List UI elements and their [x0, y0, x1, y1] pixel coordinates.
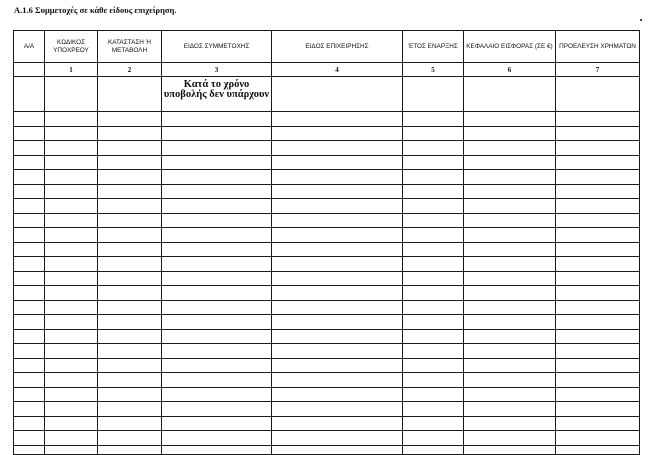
table-cell: [272, 402, 403, 417]
table-cell: [556, 445, 640, 454]
table-cell: [464, 242, 556, 257]
table-cell: [98, 112, 162, 127]
table-cell: [272, 286, 403, 301]
column-number: 7: [556, 63, 640, 77]
table-cell: [403, 213, 464, 228]
table-cell: [464, 199, 556, 214]
table-cell: [162, 228, 272, 243]
table-cell: [45, 344, 98, 359]
table-cell: [272, 141, 403, 156]
table-cell: [464, 416, 556, 431]
table-cell: [403, 112, 464, 127]
table-cell: [464, 445, 556, 454]
table-cell: [272, 126, 403, 141]
table-cell: [98, 300, 162, 315]
table-cell: [162, 112, 272, 127]
table-cell: [272, 358, 403, 373]
table-cell: [403, 228, 464, 243]
table-cell: [45, 373, 98, 388]
table-cell: [98, 271, 162, 286]
table-cell: [162, 402, 272, 417]
no-participations-note: Κατά το χρόνο υποβολής δεν υπάρχουν: [163, 79, 270, 100]
table-cell: [556, 315, 640, 330]
table-cell: [162, 141, 272, 156]
table-cell: [403, 199, 464, 214]
table-cell: [14, 402, 45, 417]
table-cell: [14, 387, 45, 402]
table-cell: [45, 199, 98, 214]
table-cell: [403, 300, 464, 315]
table-cell: [556, 286, 640, 301]
table-cell: [162, 271, 272, 286]
table-cell: [98, 416, 162, 431]
table-cell: [14, 155, 45, 170]
table-cell: [403, 373, 464, 388]
column-number: [14, 63, 45, 77]
table-cell: [272, 170, 403, 185]
table-cell: [464, 228, 556, 243]
table-cell: [464, 344, 556, 359]
table-cell: [14, 184, 45, 199]
table-cell: [272, 300, 403, 315]
table-row: [14, 445, 640, 454]
table-cell: [162, 329, 272, 344]
table-cell: [14, 286, 45, 301]
table-row: [14, 300, 640, 315]
table-cell: [556, 242, 640, 257]
table-cell: [272, 77, 403, 112]
table-cell: [464, 373, 556, 388]
table-cell: [464, 155, 556, 170]
table-cell: [162, 77, 272, 112]
table-cell: [45, 286, 98, 301]
table-cell: [556, 112, 640, 127]
table-cell: [14, 242, 45, 257]
table-cell: [98, 257, 162, 272]
table-cell: [45, 112, 98, 127]
table-cell: [403, 155, 464, 170]
table-row: [14, 228, 640, 243]
column-number: 2: [98, 63, 162, 77]
table-cell: [403, 431, 464, 446]
table-cell: [14, 228, 45, 243]
table-cell: [272, 329, 403, 344]
table-cell: [98, 315, 162, 330]
table-cell: [162, 373, 272, 388]
column-number: 1: [45, 63, 98, 77]
table-cell: [98, 213, 162, 228]
table-cell: [464, 112, 556, 127]
table-cell: [556, 329, 640, 344]
table-cell: [403, 402, 464, 417]
table-cell: [162, 213, 272, 228]
column-number-row: [14, 63, 640, 77]
table-cell: [14, 112, 45, 127]
table-cell: [162, 358, 272, 373]
table-cell: [556, 358, 640, 373]
table-cell: [556, 344, 640, 359]
header-cell-status: ΚΑΤΑΣΤΑΣΗ Ή ΜΕΤΑΒΟΛΗ: [98, 31, 162, 63]
table-cell: [403, 344, 464, 359]
table-cell: [464, 358, 556, 373]
table-cell: [45, 445, 98, 454]
column-number: 3: [162, 63, 272, 77]
table-cell: [403, 257, 464, 272]
table-row: [14, 257, 640, 272]
header-cell-money-source: ΠΡΟΕΛΕΥΣΗ ΧΡΗΜΑΤΩΝ: [556, 31, 640, 63]
header-cell-capital: ΚΕΦΑΛΑΙΟ ΕΙΣΦΟΡΑΣ (ΣΕ €): [464, 31, 556, 63]
table-cell: [14, 126, 45, 141]
table-row: [14, 416, 640, 431]
header-cell-aa: Α/Α: [14, 31, 45, 63]
table-cell: [45, 300, 98, 315]
table-cell: [98, 228, 162, 243]
table-cell: [162, 170, 272, 185]
table-cell: [98, 155, 162, 170]
header-row: [14, 31, 640, 63]
table-cell: [98, 402, 162, 417]
table-cell: [98, 445, 162, 454]
table-row: [14, 77, 640, 112]
table-cell: [403, 387, 464, 402]
table-cell: [464, 184, 556, 199]
table-cell: [162, 155, 272, 170]
table-cell: [464, 126, 556, 141]
table-cell: [403, 77, 464, 112]
table-cell: [162, 286, 272, 301]
participations-table: [13, 30, 640, 455]
table-cell: [272, 257, 403, 272]
table-row: [14, 431, 640, 446]
table-cell: [45, 431, 98, 446]
table-cell: [45, 213, 98, 228]
table-cell: [403, 170, 464, 185]
table-cell: [14, 213, 45, 228]
table-cell: [45, 416, 98, 431]
table-cell: [14, 329, 45, 344]
table-cell: [162, 344, 272, 359]
table-cell: [45, 170, 98, 185]
table-cell: [45, 228, 98, 243]
table-cell: [45, 329, 98, 344]
table-cell: [464, 257, 556, 272]
table-cell: [162, 387, 272, 402]
table-cell: [98, 242, 162, 257]
table-cell: [272, 228, 403, 243]
table-cell: [14, 141, 45, 156]
table-cell: [464, 170, 556, 185]
table-cell: [45, 77, 98, 112]
table-cell: [556, 387, 640, 402]
table-cell: [464, 431, 556, 446]
table-row: [14, 126, 640, 141]
table-cell: [14, 358, 45, 373]
table-cell: [464, 315, 556, 330]
table-cell: [556, 141, 640, 156]
table-cell: [45, 271, 98, 286]
table-cell: [464, 141, 556, 156]
table-cell: [14, 170, 45, 185]
table-cell: [556, 271, 640, 286]
table-cell: [556, 257, 640, 272]
table-row: [14, 213, 640, 228]
header-cell-participation-type: ΕΙΔΟΣ ΣΥΜΜΕΤΟΧΗΣ: [162, 31, 272, 63]
table-cell: [14, 271, 45, 286]
table-cell: [98, 170, 162, 185]
table-cell: [14, 300, 45, 315]
table-cell: [14, 416, 45, 431]
table-cell: [98, 329, 162, 344]
table-cell: [272, 431, 403, 446]
table-row: [14, 155, 640, 170]
table-cell: [98, 141, 162, 156]
header-cell-business-type: ΕΙΔΟΣ ΕΠΙΧΕΙΡΗΣΗΣ: [272, 31, 403, 63]
column-number: 5: [403, 63, 464, 77]
table-cell: [556, 402, 640, 417]
table-cell: [556, 228, 640, 243]
table-cell: [403, 445, 464, 454]
table-cell: [556, 373, 640, 388]
table-cell: [556, 416, 640, 431]
table-cell: [403, 358, 464, 373]
table-cell: [272, 155, 403, 170]
table-cell: [403, 242, 464, 257]
table-cell: [556, 126, 640, 141]
column-number: 4: [272, 63, 403, 77]
table-cell: [272, 344, 403, 359]
table-row: [14, 402, 640, 417]
table-cell: [45, 315, 98, 330]
table-cell: [403, 184, 464, 199]
table-cell: [464, 329, 556, 344]
table-cell: [162, 257, 272, 272]
table-cell: [14, 257, 45, 272]
table-cell: [98, 373, 162, 388]
table-row: [14, 112, 640, 127]
table-cell: [464, 387, 556, 402]
table-cell: [98, 358, 162, 373]
table-row: [14, 373, 640, 388]
table-cell: [556, 199, 640, 214]
table-cell: [98, 199, 162, 214]
table-cell: [98, 184, 162, 199]
table-cell: [45, 155, 98, 170]
table-cell: [162, 416, 272, 431]
table-cell: [403, 126, 464, 141]
table-cell: [464, 286, 556, 301]
table-cell: [98, 77, 162, 112]
table-cell: [556, 213, 640, 228]
table-cell: [272, 213, 403, 228]
table-cell: [14, 77, 45, 112]
table-row: [14, 315, 640, 330]
table-row: [14, 184, 640, 199]
table-cell: [272, 271, 403, 286]
table-cell: [272, 112, 403, 127]
table-row: [14, 286, 640, 301]
stray-mark: [640, 19, 642, 21]
table-cell: [272, 445, 403, 454]
table-cell: [556, 300, 640, 315]
table-cell: [45, 184, 98, 199]
table-row: [14, 199, 640, 214]
table-cell: [162, 431, 272, 446]
table-cell: [272, 373, 403, 388]
table-cell: [162, 184, 272, 199]
table-cell: [272, 184, 403, 199]
table-cell: [272, 199, 403, 214]
table-cell: [45, 387, 98, 402]
table-cell: [162, 126, 272, 141]
table-cell: [556, 155, 640, 170]
table-cell: [464, 300, 556, 315]
table-cell: [14, 445, 45, 454]
table-cell: [464, 402, 556, 417]
table-cell: [464, 271, 556, 286]
table-cell: [403, 329, 464, 344]
table-cell: [556, 184, 640, 199]
table-cell: [14, 344, 45, 359]
table-cell: [45, 358, 98, 373]
table-cell: [162, 300, 272, 315]
table-cell: [272, 315, 403, 330]
table-cell: [556, 170, 640, 185]
table-cell: [162, 445, 272, 454]
table-row: [14, 242, 640, 257]
table-cell: [403, 416, 464, 431]
table-cell: [464, 213, 556, 228]
table-cell: [162, 242, 272, 257]
section-title: Α.1.6 Συμμετοχές σε κάθε είδους επιχείρηση.: [14, 5, 177, 15]
table-cell: [272, 242, 403, 257]
table-cell: [98, 344, 162, 359]
table-cell: [403, 271, 464, 286]
column-number: 6: [464, 63, 556, 77]
header-cell-code: ΚΩΔΙΚΟΣ ΥΠΟΧΡΕΟΥ: [45, 31, 98, 63]
table-cell: [464, 77, 556, 112]
table-cell: [556, 431, 640, 446]
table-cell: [45, 141, 98, 156]
table-cell: [45, 242, 98, 257]
table-cell: [14, 373, 45, 388]
table-cell: [403, 286, 464, 301]
table-row: [14, 387, 640, 402]
table-row: [14, 271, 640, 286]
table-cell: [272, 387, 403, 402]
table-cell: [14, 431, 45, 446]
table-cell: [45, 126, 98, 141]
table-cell: [556, 77, 640, 112]
table-cell: [272, 416, 403, 431]
table-cell: [45, 402, 98, 417]
table-cell: [98, 126, 162, 141]
table-cell: [403, 141, 464, 156]
table-row: [14, 358, 640, 373]
table-cell: [162, 199, 272, 214]
header-cell-start-year: ΈΤΟΣ ΕΝΑΡΞΗΣ: [403, 31, 464, 63]
table-cell: [45, 257, 98, 272]
table-row: [14, 170, 640, 185]
table-cell: [162, 315, 272, 330]
table-row: [14, 141, 640, 156]
table-row: [14, 344, 640, 359]
table-cell: [14, 199, 45, 214]
table-cell: [14, 315, 45, 330]
table-cell: [403, 315, 464, 330]
table-cell: [98, 431, 162, 446]
table-row: [14, 329, 640, 344]
table-cell: [98, 387, 162, 402]
table-cell: [98, 286, 162, 301]
